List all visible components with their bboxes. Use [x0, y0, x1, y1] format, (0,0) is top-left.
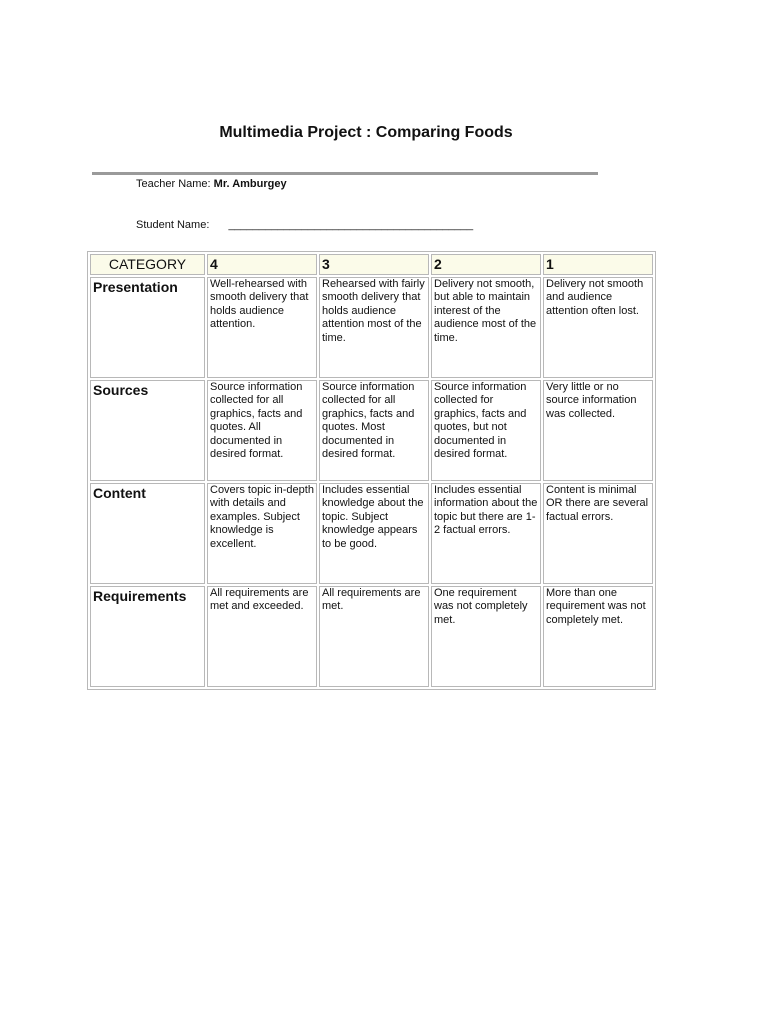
rubric-row-presentation: [90, 277, 653, 378]
header-score-2: 2: [431, 254, 541, 275]
rubric-cell: Delivery not smooth and audience attention often lost.: [543, 277, 653, 378]
student-name-label: Student Name:: [136, 219, 210, 231]
rubric-row-content: [90, 483, 653, 584]
rubric-cell: All requirements are met and exceeded.: [207, 586, 317, 687]
rubric-cell: Source information collected for all graphics, facts and quotes. All documented in desired format.: [207, 380, 317, 481]
rubric-cell: Includes essential knowledge about the topic. Subject knowledge appears to be good.: [319, 483, 429, 584]
rubric-cell: Content is minimal OR there are several factual errors.: [543, 483, 653, 584]
rubric-cell: Delivery not smooth, but able to maintain interest of the audience most of the time.: [431, 277, 541, 378]
rubric-cell: All requirements are met.: [319, 586, 429, 687]
teacher-name-label: Teacher Name:: [136, 178, 211, 190]
row-category-label: Content: [90, 483, 205, 584]
rubric-cell: Source information collected for graphics, facts and quotes, but not documented in desired format.: [431, 380, 541, 481]
rubric-table: [87, 251, 656, 690]
page-title: Multimedia Project : Comparing Foods: [219, 124, 513, 141]
rubric-row-sources: [90, 380, 653, 481]
rubric-cell: Very little or no source information was collected.: [543, 380, 653, 481]
rubric-cell: Well-rehearsed with smooth delivery that holds audience attention.: [207, 277, 317, 378]
rubric-cell: Covers topic in-depth with details and examples. Subject knowledge is excellent.: [207, 483, 317, 584]
teacher-name-value: Mr. Amburgey: [213, 178, 287, 190]
student-name-blank: ________________________________________: [228, 219, 474, 231]
row-category-label: Sources: [90, 380, 205, 481]
rubric-cell: Includes essential information about the topic but there are 1-2 factual errors.: [431, 483, 541, 584]
rubric-cell: Rehearsed with fairly smooth delivery that holds audience attention most of the time.: [319, 277, 429, 378]
title-divider: [92, 172, 598, 175]
rubric-cell: One requirement was not completely met.: [431, 586, 541, 687]
header-category: CATEGORY: [90, 254, 205, 275]
row-category-label: Presentation: [90, 277, 205, 378]
header-score-3: 3: [319, 254, 429, 275]
rubric-row-requirements: [90, 586, 653, 687]
student-name-line: [136, 219, 473, 231]
header-score-1: 1: [543, 254, 653, 275]
rubric-header-row: [90, 254, 653, 275]
rubric-cell: More than one requirement was not completely met.: [543, 586, 653, 687]
row-category-label: Requirements: [90, 586, 205, 687]
teacher-name-line: [136, 178, 287, 190]
rubric-cell: Source information collected for all graphics, facts and quotes. Most documented in desired format.: [319, 380, 429, 481]
header-score-4: 4: [207, 254, 317, 275]
